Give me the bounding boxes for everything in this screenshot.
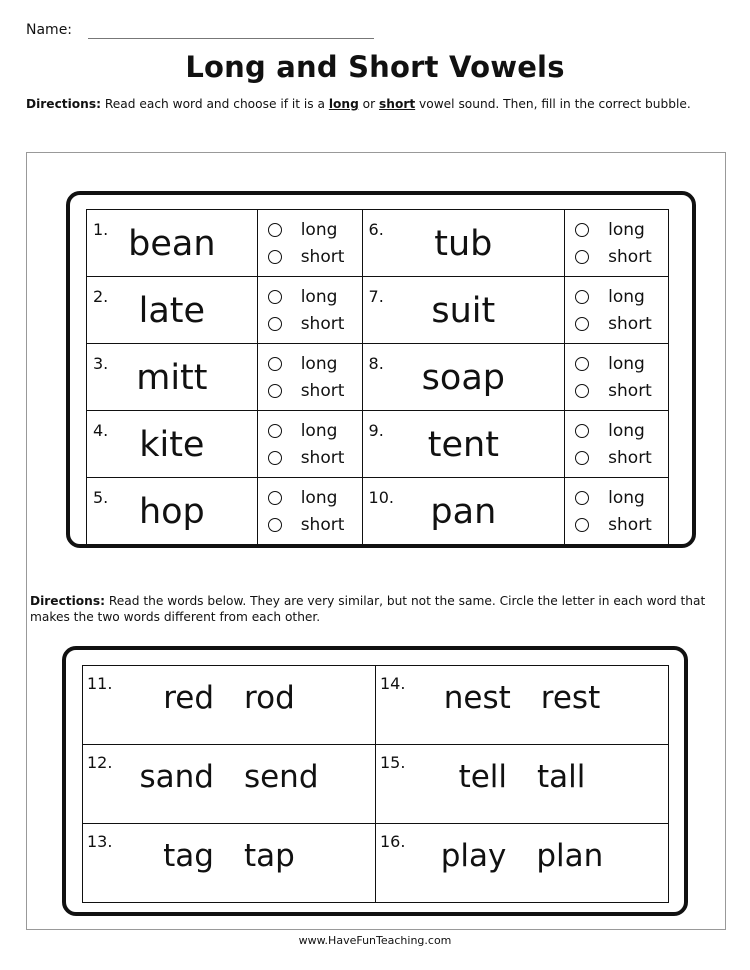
option-long[interactable]: [268, 421, 338, 441]
vowel-word: hop: [138, 492, 205, 532]
options-cell: [565, 210, 669, 277]
bubble-long[interactable]: [575, 357, 589, 371]
word-cell: [362, 411, 565, 478]
pair-word-b[interactable]: tall: [537, 759, 586, 795]
option-long[interactable]: [268, 354, 338, 374]
bubble-short[interactable]: [575, 518, 589, 532]
option-label: long: [608, 354, 645, 374]
pair-word-a[interactable]: nest: [443, 680, 511, 716]
option-label: short: [300, 515, 345, 535]
word-cell: [87, 344, 258, 411]
bubble-short[interactable]: [268, 250, 282, 264]
vowel-word: tub: [434, 224, 493, 264]
word-cell: [362, 277, 565, 344]
item-number: 10.: [368, 488, 394, 507]
option-label: long: [608, 488, 645, 508]
directions-text-b: or: [358, 97, 380, 111]
option-label: long: [300, 421, 338, 441]
directions-text-a: Read each word and choose if it is a: [100, 97, 329, 111]
directions-short: short: [379, 97, 416, 111]
option-label: short: [300, 381, 345, 401]
word-pair-cell: [376, 745, 669, 824]
option-label: short: [608, 314, 652, 334]
table-row: [83, 745, 669, 824]
item-number: 1.: [93, 220, 109, 239]
option-short[interactable]: [575, 381, 652, 401]
bubble-short[interactable]: [575, 451, 589, 465]
option-short[interactable]: [268, 515, 345, 535]
vowel-word: soap: [421, 358, 505, 398]
name-line[interactable]: [88, 38, 374, 39]
table-row: [87, 210, 669, 277]
directions-part2: [30, 593, 720, 625]
option-long[interactable]: [268, 488, 338, 508]
bubble-long[interactable]: [268, 424, 282, 438]
options-cell: [565, 277, 669, 344]
table-row: [83, 824, 669, 903]
option-label: short: [300, 314, 345, 334]
directions-text-c: vowel sound. Then, fill in the correct bubble.: [415, 97, 691, 111]
directions2-text: Read the words below. They are very similar, but not the same. Circle the letter in each word that makes the two words different from each other.: [30, 594, 706, 624]
word-pair-cell: [376, 824, 669, 903]
table-row: [87, 411, 669, 478]
bubble-long[interactable]: [268, 290, 282, 304]
option-long[interactable]: [575, 220, 645, 240]
option-long[interactable]: [268, 287, 338, 307]
bubble-short[interactable]: [575, 384, 589, 398]
bubble-short[interactable]: [575, 250, 589, 264]
pair-word-a[interactable]: tag: [163, 838, 214, 874]
word-pair-cell: [83, 666, 376, 745]
option-short[interactable]: [268, 448, 345, 468]
option-long[interactable]: [575, 287, 645, 307]
word-pair: [376, 838, 668, 874]
bubble-short[interactable]: [268, 451, 282, 465]
item-number: 9.: [368, 421, 384, 440]
option-long[interactable]: [575, 488, 645, 508]
vowel-table: [86, 209, 669, 545]
item-number: 13.: [87, 832, 113, 851]
options-cell: [257, 478, 362, 545]
pair-word-b[interactable]: rest: [540, 680, 601, 716]
option-label: long: [608, 287, 645, 307]
option-short[interactable]: [268, 247, 345, 267]
options-cell: [257, 411, 362, 478]
option-long[interactable]: [268, 220, 338, 240]
bubble-short[interactable]: [268, 384, 282, 398]
word-pair: [83, 680, 375, 716]
word-pair-cell: [376, 666, 669, 745]
option-long[interactable]: [575, 354, 645, 374]
vowel-word: tent: [427, 425, 499, 465]
word-cell: [87, 478, 258, 545]
item-number: 14.: [380, 674, 406, 693]
option-short[interactable]: [268, 381, 345, 401]
bubble-long[interactable]: [575, 491, 589, 505]
options-cell: [565, 411, 669, 478]
option-short[interactable]: [575, 247, 652, 267]
options-cell: [257, 210, 362, 277]
options-cell: [257, 277, 362, 344]
word-pair-cell: [83, 824, 376, 903]
option-label: short: [300, 448, 345, 468]
name-label: Name:: [26, 22, 73, 38]
bubble-long[interactable]: [575, 424, 589, 438]
option-label: long: [300, 354, 338, 374]
item-number: 2.: [93, 287, 109, 306]
item-number: 15.: [380, 753, 406, 772]
item-number: 11.: [87, 674, 113, 693]
option-label: short: [300, 247, 345, 267]
pair-word-b[interactable]: plan: [536, 838, 604, 874]
word-cell: [87, 210, 258, 277]
word-pair: [83, 838, 375, 874]
options-cell: [565, 344, 669, 411]
option-label: short: [608, 247, 652, 267]
table-row: [87, 478, 669, 545]
table-row: [87, 277, 669, 344]
pair-word-a[interactable]: red: [163, 680, 215, 716]
vowel-word: mitt: [136, 358, 208, 398]
pair-word-b[interactable]: tap: [244, 838, 295, 874]
word-pair-cell: [83, 745, 376, 824]
bubble-short[interactable]: [268, 518, 282, 532]
option-label: long: [300, 287, 338, 307]
item-number: 5.: [93, 488, 109, 507]
table-row: [87, 344, 669, 411]
pair-word-b[interactable]: send: [243, 759, 319, 795]
option-label: short: [608, 381, 652, 401]
option-label: short: [608, 515, 652, 535]
options-cell: [257, 344, 362, 411]
pair-word-a[interactable]: play: [440, 838, 507, 874]
option-label: short: [608, 448, 652, 468]
word-pair: [376, 759, 668, 795]
word-cell: [362, 478, 565, 545]
vowel-word: kite: [139, 425, 205, 465]
word-pair: [83, 759, 375, 795]
word-cell: [87, 277, 258, 344]
page-title: Long and Short Vowels: [185, 50, 565, 84]
word-cell: [362, 344, 565, 411]
item-number: 16.: [380, 832, 406, 851]
pair-word-a[interactable]: tell: [458, 759, 508, 795]
vowel-word: pan: [430, 492, 497, 532]
pair-word-a[interactable]: sand: [139, 759, 214, 795]
vowel-word: late: [138, 291, 206, 331]
bubble-short[interactable]: [575, 317, 589, 331]
directions-part1: [26, 97, 726, 111]
pair-word-b[interactable]: rod: [244, 680, 295, 716]
item-number: 3.: [93, 354, 109, 373]
option-short[interactable]: [575, 448, 652, 468]
table-row: [83, 666, 669, 745]
bubble-long[interactable]: [268, 491, 282, 505]
bubble-short[interactable]: [268, 317, 282, 331]
directions-long: long: [328, 97, 359, 111]
bubble-long[interactable]: [268, 357, 282, 371]
vowel-word: bean: [128, 224, 216, 264]
item-number: 8.: [368, 354, 384, 373]
option-label: long: [608, 421, 645, 441]
option-long[interactable]: [575, 421, 645, 441]
item-number: 12.: [87, 753, 113, 772]
footer-url: www.HaveFunTeaching.com: [298, 934, 452, 947]
option-label: long: [300, 488, 338, 508]
item-number: 7.: [368, 287, 384, 306]
option-label: long: [300, 220, 338, 240]
item-number: 6.: [368, 220, 384, 239]
directions-label: Directions:: [26, 97, 101, 111]
item-number: 4.: [93, 421, 109, 440]
bubble-long[interactable]: [575, 290, 589, 304]
word-cell: [362, 210, 565, 277]
option-short[interactable]: [575, 515, 652, 535]
options-cell: [565, 478, 669, 545]
vowel-word: suit: [431, 291, 496, 331]
option-label: long: [608, 220, 645, 240]
word-pair: [376, 680, 668, 716]
directions2-label: Directions:: [30, 594, 105, 608]
word-pairs-table: [82, 665, 669, 903]
bubble-long[interactable]: [575, 223, 589, 237]
option-short[interactable]: [575, 314, 652, 334]
bubble-long[interactable]: [268, 223, 282, 237]
word-cell: [87, 411, 258, 478]
option-short[interactable]: [268, 314, 345, 334]
